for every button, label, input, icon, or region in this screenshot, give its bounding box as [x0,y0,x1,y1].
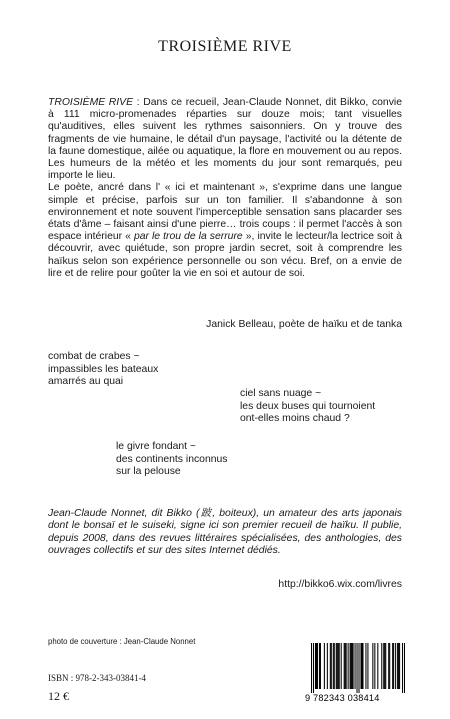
barcode-bar [353,643,354,689]
isbn: ISBN : 978-2-343-03841-4 [48,673,146,683]
barcode-bar [320,643,321,689]
barcode-bar [336,643,337,689]
barcode-bar [404,643,405,693]
barcode-bar [315,643,316,689]
barcode-bar [348,643,349,689]
barcode-bar [389,643,390,689]
haiku-line: amarrés au quai [48,376,124,388]
barcode-bar [361,643,362,689]
barcode-bar [372,643,373,689]
barcode-bar [393,643,394,689]
barcode-bar [397,643,398,689]
barcode-bar [313,643,314,693]
blurb-paragraph-1-body: : Dans ce recueil, Jean-Claude Nonnet, dit Bikko, convie à 111 micro-promenades réparties sur douze mois; tant visuelles qu'auditives, elles suivent les rythmes saisonniers. On y trouve des fragments de vie humaine, le détail d'un paysage, l'activité ou la détente de la faune domestique, ailée ou aquatique, la flore en mouvement ou au repos. Les humeurs de la météo et les moments du jour sont remarqués, peu importe le lieu. [48,97,402,182]
barcode-bar [338,643,339,689]
barcode [305,643,405,703]
haiku-2 [240,388,375,426]
barcode-bar [324,643,325,689]
barcode-bar [337,643,338,689]
barcode-bar [367,643,368,689]
barcode-bar [333,643,334,689]
blurb-paragraph-2-part-b: », invite le lecteur/la lectrice soit à découvrir, avec quiétude, son propre jardin secret, soit à comprendre les haïkus selon son expérience personnelle ou son vécu. Bref, on a envie de lire et de relire pour goûter la vie en soi et autour de soi. [48,231,402,279]
price: 12 € [48,689,69,703]
barcode-bar [311,643,312,693]
haiku-line: impassibles les bateaux [48,363,159,375]
barcode-bar [385,643,386,689]
haiku-1 [48,351,158,389]
barcode-bar [365,643,366,689]
barcode-bars [311,643,405,693]
barcode-bar [355,643,356,689]
barcode-bar [360,643,361,689]
barcode-bar [374,643,375,689]
barcode-bar [352,643,353,689]
blurb-paragraph-1 [48,97,402,182]
barcode-bar [319,643,320,689]
haiku-line: combat de crabes ~ [48,351,140,362]
haiku-3 [116,441,228,479]
blurb-lead-title: TROISIÈME RIVE [48,97,134,108]
blurb-paragraph-2-part-a: Le poète, ancré dans l' « ici et maintenant », s'exprime dans une langue simple et précise, parfois sur un ton familier. Il s'abandonne à son environnement et note souvent l'imperceptible sensation sans placarder ses états d'âme – faisant ainsi d'une pierre… trois coups : il permet l'accès à son espace intérieur « [48,182,402,243]
barcode-bar [358,643,359,693]
barcode-bar [327,643,328,689]
barcode-bar [316,643,317,689]
haiku-line: des continents inconnus [116,453,228,465]
barcode-bar [388,643,389,689]
barcode-bar [381,643,382,689]
barcode-bar [357,643,358,693]
author-website-link[interactable]: http://bikko6.wix.com/livres [278,579,402,590]
haiku-line: les deux buses qui tournoient [240,400,376,412]
barcode-number: 9 782343 038414 [305,693,380,703]
barcode-bar [362,643,363,689]
barcode-bar [344,643,345,689]
barcode-bar [383,643,384,689]
barcode-bar [392,643,393,689]
barcode-bar [395,643,396,689]
book-title: TROISIÈME RIVE [158,38,292,55]
barcode-bar [341,643,342,689]
barcode-bar [399,643,400,689]
barcode-bar [345,643,346,689]
blurb-paragraph-2-emphasis: par le trou de la serrure [133,231,243,243]
barcode-bar [339,643,340,689]
haiku-line: ciel sans nuage ~ [240,388,322,399]
barcode-bar [351,643,352,689]
barcode-bar [317,643,318,689]
photo-credit: photo de couverture : Jean-Claude Nonnet [48,637,196,646]
barcode-bar [334,643,335,689]
barcode-bar [402,643,403,693]
barcode-bar [377,643,378,689]
author-bio: Jean-Claude Nonnet, dit Bikko (跛, boiteux), un amateur des arts japonais dont le bonsaï et le suiseki, signe ici son premier recueil de haïku. Il publie, depuis 2008, dans des revues littéraires spécialisées, des anthologies, des ouvrages collectifs et sur des sites Internet dédiés. [48,508,402,557]
haiku-line: le givre fondant ~ [116,441,197,452]
barcode-bar [350,643,351,689]
blurb-paragraph-2 [48,182,402,280]
haiku-line: ont-elles moins chaud ? [240,413,350,425]
barcode-bar [330,643,331,689]
blurb-text [48,97,402,280]
barcode-bar [384,643,385,689]
haiku-line: sur la pelouse [116,466,181,478]
blurb-signature: Janick Belleau, poète de haïku et de tanka [206,319,402,330]
barcode-bar [398,643,399,689]
barcode-bar [346,643,347,689]
barcode-bar [331,643,332,689]
